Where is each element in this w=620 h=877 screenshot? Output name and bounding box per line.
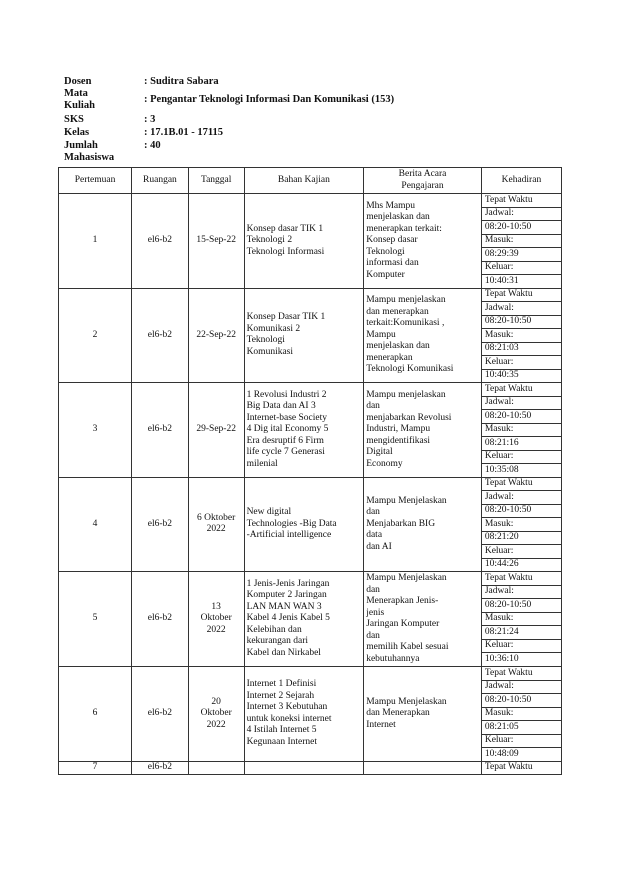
kehadiran-cell: Tepat Waktu xyxy=(481,288,561,302)
kehadiran-cell: Tepat Waktu xyxy=(481,667,561,681)
kehadiran-cell: 08:20-10:50 xyxy=(481,410,561,424)
kehadiran-cell: Masuk: xyxy=(481,612,561,626)
kehadiran-cell: 10:36:10 xyxy=(481,653,561,667)
tanggal-cell: 20 Oktober 2022 xyxy=(188,667,244,762)
kehadiran-cell: Keluar: xyxy=(481,734,561,748)
kehadiran-cell: Tepat Waktu xyxy=(481,477,561,491)
table-row xyxy=(59,572,562,586)
kehadiran-cell: Keluar: xyxy=(481,450,561,464)
ruangan-cell: el6-b2 xyxy=(132,288,189,383)
kehadiran-cell: Keluar: xyxy=(481,639,561,653)
berita-acara-cell: Mampu Menjelaskan dan Menerapkan Internet xyxy=(364,667,482,762)
kehadiran-cell: Masuk: xyxy=(481,518,561,532)
bahan-kajian-cell: Internet 1 Definisi Internet 2 Sejarah Internet 3 Kebutuhan untuk koneksi internet 4 Istilah Internet 5 Kegunaan Internet xyxy=(244,667,364,762)
kehadiran-cell: 08:21:05 xyxy=(481,721,561,735)
tanggal-cell: 15-Sep-22 xyxy=(188,194,244,289)
header-kehadiran: Kehadiran xyxy=(481,168,561,194)
pertemuan-cell: 4 xyxy=(59,477,132,572)
header-bahan-kajian: Bahan Kajian xyxy=(244,168,364,194)
kehadiran-cell: Jadwal: xyxy=(481,207,561,221)
kehadiran-cell: Keluar: xyxy=(481,356,561,370)
kehadiran-cell: Masuk: xyxy=(481,423,561,437)
kehadiran-cell: Jadwal: xyxy=(481,491,561,505)
berita-acara-cell: Mhs Mampu menjelaskan dan menerapkan terkait: Konsep dasar Teknologi informasi dan Komputer xyxy=(364,194,482,289)
table-row xyxy=(59,667,562,681)
course-info xyxy=(64,76,394,164)
table-row xyxy=(59,288,562,302)
bahan-kajian-cell xyxy=(244,761,364,775)
mata-kuliah-label: Mata Kuliah xyxy=(64,88,95,111)
kehadiran-cell: 08:20-10:50 xyxy=(481,504,561,518)
kehadiran-cell: 08:20-10:50 xyxy=(481,599,561,613)
kehadiran-cell: Masuk: xyxy=(481,707,561,721)
table-row xyxy=(59,477,562,491)
dosen-label: Dosen xyxy=(64,76,92,87)
kehadiran-cell: Jadwal: xyxy=(481,302,561,316)
sks-value: : 3 xyxy=(144,114,156,125)
header-pertemuan: Pertemuan xyxy=(59,168,132,194)
berita-acara-cell: Mampu Menjelaskan dan Menjabarkan BIG data dan AI xyxy=(364,477,482,572)
bahan-kajian-cell: 1 Jenis-Jenis Jaringan Komputer 2 Jaringan LAN MAN WAN 3 Kabel 4 Jenis Kabel 5 Kelebihan dan kekurangan dari Kabel dan Nirkabel xyxy=(244,572,364,667)
sks-row xyxy=(64,114,394,126)
kehadiran-cell: Keluar: xyxy=(481,545,561,559)
kehadiran-cell: Tepat Waktu xyxy=(481,383,561,397)
tanggal-cell: 22-Sep-22 xyxy=(188,288,244,383)
kehadiran-cell: 08:20-10:50 xyxy=(481,221,561,235)
kehadiran-cell: 10:40:31 xyxy=(481,275,561,289)
bahan-kajian-cell: New digital Technologies -Big Data -Artificial intelligence xyxy=(244,477,364,572)
kehadiran-cell: 08:21:24 xyxy=(481,626,561,640)
tanggal-cell: 13 Oktober 2022 xyxy=(188,572,244,667)
tanggal-cell: 29-Sep-22 xyxy=(188,383,244,478)
berita-acara-cell xyxy=(364,761,482,775)
kehadiran-cell: 08:20-10:50 xyxy=(481,315,561,329)
kehadiran-cell: 08:21:16 xyxy=(481,437,561,451)
table-row xyxy=(59,383,562,397)
kehadiran-cell: Tepat Waktu xyxy=(481,572,561,586)
jumlah-row xyxy=(64,140,394,164)
pertemuan-cell: 5 xyxy=(59,572,132,667)
ruangan-cell: el6-b2 xyxy=(132,383,189,478)
kehadiran-cell: 08:29:39 xyxy=(481,248,561,262)
pertemuan-cell: 2 xyxy=(59,288,132,383)
header-ruangan: Ruangan xyxy=(132,168,189,194)
kehadiran-cell: 08:20-10:50 xyxy=(481,694,561,708)
kehadiran-cell: Jadwal: xyxy=(481,585,561,599)
ruangan-cell: el6-b2 xyxy=(132,761,189,775)
header-berita-acara: Berita Acara Pengajaran xyxy=(364,168,482,194)
berita-acara-cell: Mampu menjelaskan dan menerapkan terkait:Komunikasi , Mampu menjelaskan dan menerapkan Teknologi Komunikasi xyxy=(364,288,482,383)
jumlah-value: : 40 xyxy=(144,140,161,151)
table-header-row xyxy=(59,168,562,194)
sks-label: SKS xyxy=(64,114,84,125)
pertemuan-cell: 3 xyxy=(59,383,132,478)
bahan-kajian-cell: 1 Revolusi Industri 2 Big Data dan AI 3 Internet-base Society 4 Dig ital Economy 5 Era desruptif 6 Firm life cycle 7 Generasi milenial xyxy=(244,383,364,478)
mata-kuliah-row xyxy=(64,88,394,112)
kehadiran-cell: 08:21:03 xyxy=(481,342,561,356)
kehadiran-cell: Masuk: xyxy=(481,234,561,248)
kelas-label: Kelas xyxy=(64,127,90,138)
berita-acara-cell: Mampu menjelaskan dan menjabarkan Revolusi Industri, Mampu mengidentifikasi Digital Economy xyxy=(364,383,482,478)
kehadiran-cell: Keluar: xyxy=(481,261,561,275)
ruangan-cell: el6-b2 xyxy=(132,667,189,762)
kehadiran-cell: 10:35:08 xyxy=(481,464,561,478)
kehadiran-cell: Masuk: xyxy=(481,329,561,343)
attendance-table xyxy=(58,167,562,775)
berita-acara-cell: Mampu Menjelaskan dan Menerapkan Jenis- jenis Jaringan Komputer dan memilih Kabel sesuai kebutuhannya xyxy=(364,572,482,667)
kehadiran-cell: Jadwal: xyxy=(481,396,561,410)
ruangan-cell: el6-b2 xyxy=(132,572,189,667)
kelas-value: : 17.1B.01 - 17115 xyxy=(144,127,224,138)
kehadiran-cell: Tepat Waktu xyxy=(481,194,561,208)
tanggal-cell xyxy=(188,761,244,775)
dosen-value: : Suditra Sabara xyxy=(144,76,219,87)
table-row xyxy=(59,194,562,208)
kelas-row xyxy=(64,127,394,139)
kehadiran-cell: Tepat Waktu xyxy=(481,761,561,775)
bahan-kajian-cell: Konsep Dasar TIK 1 Komunikasi 2 Teknologi Komunikasi xyxy=(244,288,364,383)
header-tanggal: Tanggal xyxy=(188,168,244,194)
bahan-kajian-cell: Konsep dasar TIK 1 Teknologi 2 Teknologi Informasi xyxy=(244,194,364,289)
table-row-partial xyxy=(59,761,562,775)
tanggal-cell: 6 Oktober 2022 xyxy=(188,477,244,572)
dosen-row xyxy=(64,76,394,88)
kehadiran-cell: 10:48:09 xyxy=(481,748,561,762)
ruangan-cell: el6-b2 xyxy=(132,194,189,289)
kehadiran-cell: 08:21:20 xyxy=(481,531,561,545)
pertemuan-cell: 1 xyxy=(59,194,132,289)
kehadiran-cell: 10:44:26 xyxy=(481,558,561,572)
pertemuan-cell: 7 xyxy=(59,761,132,775)
pertemuan-cell: 6 xyxy=(59,667,132,762)
mata-kuliah-value: : Pengantar Teknologi Informasi Dan Komunikasi (153) xyxy=(144,94,395,105)
jumlah-label: Jumlah Mahasiswa xyxy=(64,140,115,163)
kehadiran-cell: 10:40:35 xyxy=(481,369,561,383)
ruangan-cell: el6-b2 xyxy=(132,477,189,572)
kehadiran-cell: Jadwal: xyxy=(481,680,561,694)
